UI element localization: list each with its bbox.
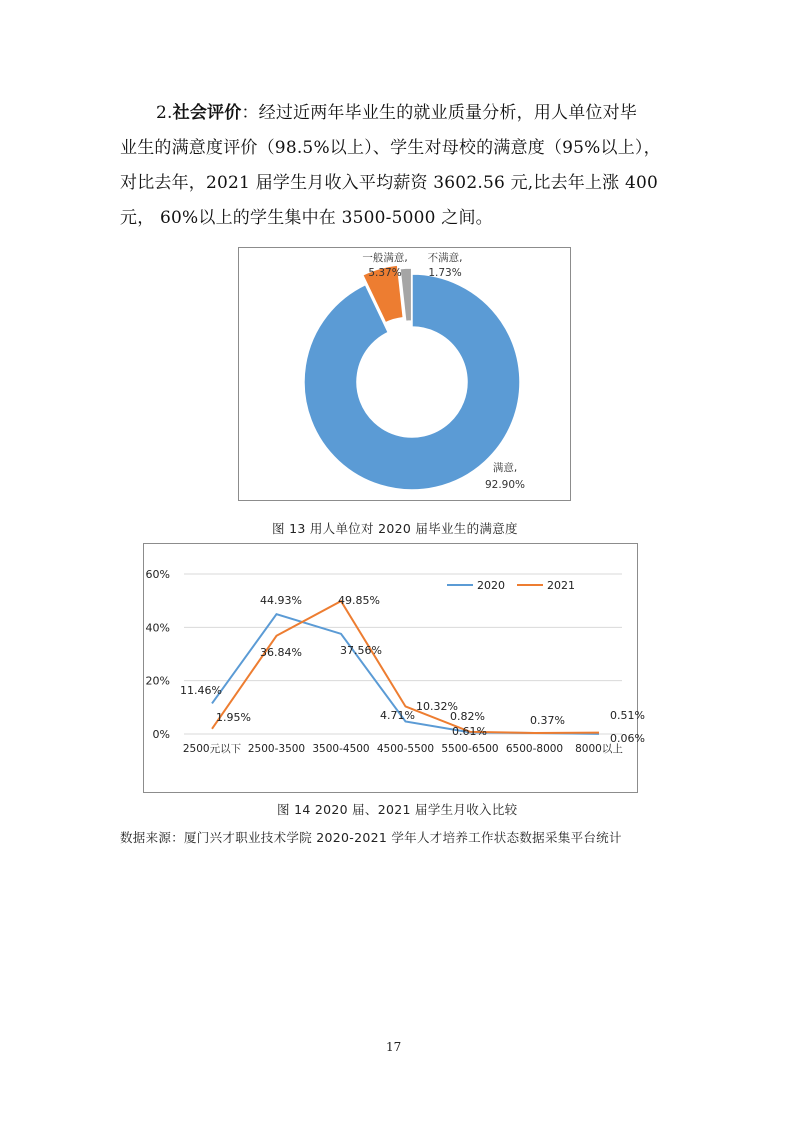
slice-category-label: 满意, [492, 462, 518, 474]
slice-category-label: 一般满意, [362, 252, 408, 264]
data-label: 44.93% [260, 594, 302, 607]
data-label: 0.82% [450, 710, 485, 723]
y-tick-label: 40% [145, 621, 170, 635]
slice-category-label: 不满意, [427, 252, 463, 264]
data-label: 49.85% [338, 594, 380, 607]
section-heading: 社会评价 [172, 103, 242, 123]
donut-chart-svg [239, 248, 570, 500]
x-tick-label: 5500-6500 [441, 743, 499, 755]
slice-value-label: 92.90% [484, 479, 526, 491]
x-tick-label: 2500元以下 [182, 743, 242, 755]
data-label: 4.71% [380, 709, 415, 722]
line-chart-svg [144, 544, 645, 792]
paragraph-line-3: 对比去年，2021 届学生月收入平均薪资 3602.56 元,比去年上涨 400 [120, 173, 659, 193]
data-label: 0.51% [610, 709, 645, 722]
data-label: 1.95% [216, 711, 251, 724]
legend-label: 2020 [477, 579, 505, 592]
paragraph-line-1 [120, 96, 680, 131]
data-label: 0.06% [610, 732, 645, 745]
x-tick-label: 6500-8000 [505, 743, 564, 755]
section-number: 2. [156, 103, 173, 123]
slice-value-label: 1.73% [428, 267, 462, 279]
x-tick-label: 4500-5500 [376, 743, 435, 755]
paragraph-line-2: 业生的满意度评价（98.5%以上）、学生对母校的满意度（95%以上）， [120, 138, 661, 158]
data-label: 11.46% [180, 684, 222, 697]
data-label: 37.56% [340, 644, 382, 657]
figure-14-caption: 图 14 2020 届、2021 届学生月收入比较 [277, 802, 518, 817]
x-tick-label: 2500-3500 [247, 743, 306, 755]
income-line-chart [143, 543, 645, 793]
data-label: 0.61% [452, 725, 487, 738]
slice-value-label: 5.37% [368, 267, 402, 279]
data-label: 0.37% [530, 714, 565, 727]
paragraph-line-1-text: ：经过近两年毕业生的就业质量分析，用人单位对毕 [241, 103, 638, 123]
legend-label: 2021 [547, 579, 575, 592]
paragraph-line-4: 元， 60%以上的学生集中在 3500-5000 之间。 [120, 208, 493, 228]
page-number: 17 [386, 1040, 402, 1054]
data-source-note: 数据来源：厦门兴才职业技术学院 2020-2021 学年人才培养工作状态数据采集平台统计 [120, 830, 622, 845]
intro-paragraph [120, 96, 680, 236]
figure-13-caption: 图 13 用人单位对 2020 届毕业生的满意度 [272, 521, 518, 536]
y-tick-label: 0% [152, 728, 170, 741]
x-tick-label: 3500-4500 [312, 743, 370, 755]
y-tick-label: 20% [145, 674, 170, 688]
x-tick-label: 8000以上 [575, 743, 623, 755]
y-tick-label: 60% [145, 568, 170, 581]
data-label: 36.84% [260, 646, 302, 659]
satisfaction-donut-chart [238, 247, 571, 501]
data-label: 10.32% [416, 700, 458, 713]
